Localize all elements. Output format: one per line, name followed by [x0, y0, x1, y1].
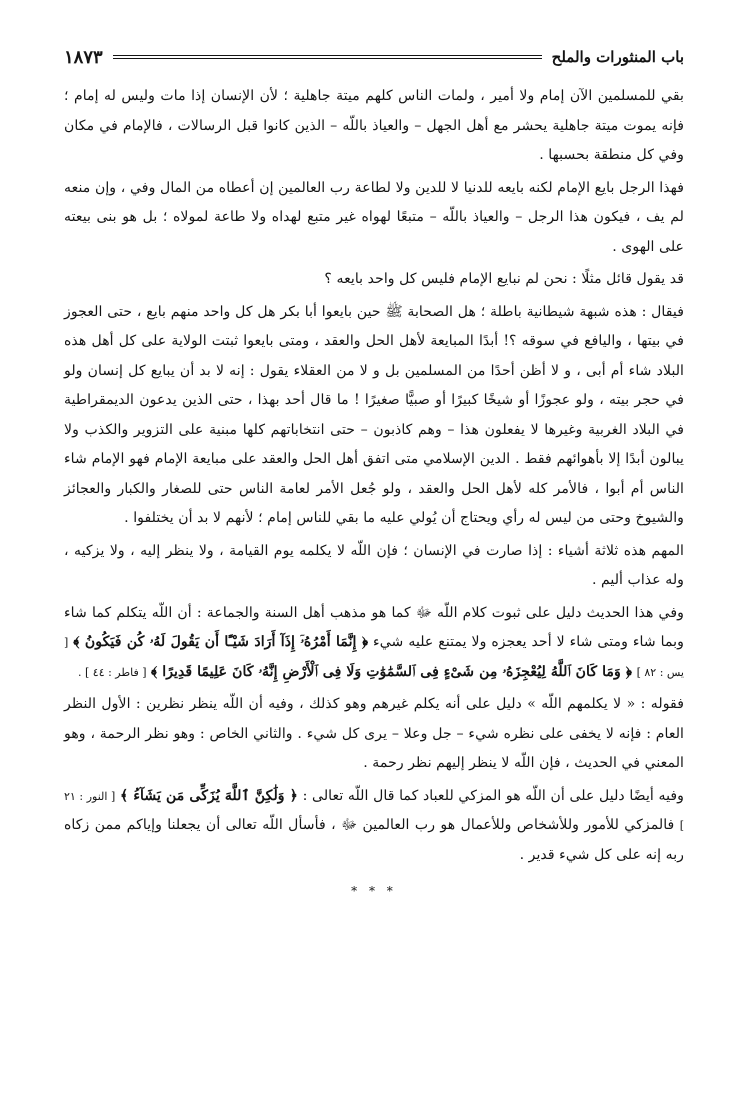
quran-ref-yasin: [ يس : ٨٢ ] — [64, 636, 684, 679]
paragraph-8 — [64, 782, 684, 871]
paragraph-3: قد يقول قائل مثلًا : نحن لم نبايع الإمام فليس كل واحد بايعه ؟ — [324, 271, 684, 287]
chapter-title: باب المنثورات والملح — [551, 48, 684, 66]
quran-ref-fatir: [ فاطر : ٤٤ ] . — [78, 665, 147, 679]
paragraph-1: بقي للمسلمين الآن إمام ولا أمير ، ولمات الناس كلهم ميتة جاهلية ؛ لأن الإنسان إذا مات وليس له إمام ؛ فإنه يموت ميتة جاهلية يحشر مع أهل الجهل – والعياذ باللّه – الذين كانوا قبل الرسالات ، فالإمام في مكان وفي كل منطقة بحسبها . — [64, 88, 684, 163]
paragraph-6 — [64, 599, 684, 688]
quran-ref-nur: [ النور : ٢١ ] — [64, 789, 684, 832]
paragraph-7: فقوله : « لا يكلمهم اللّه » دليل على أنه يكلم غيرهم وهو كذلك ، وفيه أن اللّه ينظر نظرين : الأول النظر العام : فإنه لا يخفى على نظره شيء – جل وعلا – يرى كل شيء . والثاني الخاص : وهو نظر الرحمة ، وهو المعني في الحديث ، فإن اللّه لا ينظر إليهم نظر رحمة . — [64, 696, 684, 771]
book-page — [64, 44, 684, 898]
page-header — [64, 44, 684, 70]
paragraph-4: فيقال : هذه شبهة شيطانية باطلة ؛ هل الصحابة ﷺ حين بايعوا أبا بكر هل كل واحد منهم بايع ، حتى العجوز في بيتها ، واليافع في سوقه ؟! أبدًا المبايعة لأهل الحل والعقد ، ومتى بايعوا ثبتت الولاية على كل أهل هذه البلاد شاء أم أبى ، و لا أظن أحدًا من المسلمين بل و لا من العقلاء يقول : إنه لا بد أن يبايع كل إنسان ولو في حجر بيته ، ولو عجوزًا أو شيخًا كبيرًا أو صبيًّا صغيرًا ! ما قال أحد بهذا ، حتى الذين يدعون الديمقراطية في البلاد الغربية وغيرها لا يفعلون هذا – وهم كاذبون – حتى انتخاباتهم كلها مبنية على التزوير والكذب ولا يبالون أبدًا إلا بأهوائهم فقط . الدين الإسلامي متى اتفق أهل الحل والعقد على مبايعة الإمام فهو الإمام شاء الناس أم أبوا ، فالأمر كله لأهل الحل والعقد ، ولو جُعل الأمر لعامة الناس حتى للصغار والكبار والعجائز والشيوخ وحتى من ليس له رأي ويحتاج أن يُولي عليه ما بقي للناس إمام ؛ لأنهم لا بد أن يختلفوا . — [64, 303, 684, 526]
paragraph-2: فهذا الرجل بايع الإمام لكنه بايعه للدنيا لا للدين ولا لطاعة رب العالمين إن أعطاه من المال وفي ، وإن منعه لم يف ، فيكون هذا الرجل – والعياذ باللّه – متبعًا لهواه غير متبع لهداه ولا طاعة لمولاه ؛ بل هو بنى بيعته على الهوى . — [64, 179, 684, 255]
header-rule — [113, 55, 542, 59]
section-end-marker: * * * — [351, 884, 397, 898]
paragraph-5: المهم هذه ثلاثة أشياء : إذا صارت في الإنسان ؛ فإن اللّه لا يكلمه يوم القيامة ، ولا ينظر إليه ، ولا يزكيه ، وله عذاب أليم . — [64, 542, 684, 588]
paragraph-8-text: وفيه أيضًا دليل على أن اللّه هو المزكي للعباد كما قال اللّه تعالى : — [302, 787, 684, 804]
paragraph-6-text: وفي هذا الحديث دليل على ثبوت كلام اللّه ﷻ كما هو مذهب أهل السنة والجماعة : أن اللّه يتكلم كما شاء وبما شاء ومتى شاء لا أحد يعجزه ولا يمتنع عليه شيء — [64, 604, 684, 650]
quran-verse-fatir: ﴿ وَمَا كَانَ ٱللَّهُ لِيُعْجِزَهُۥ مِن شَىْءٍ فِى ٱلسَّمَٰوَٰتِ وَلَا فِى ٱلْأَرْضِ إِنَّهُۥ كَانَ عَلِيمًا قَدِيرًا ﴾ — [151, 663, 633, 680]
quran-verse-yasin: ﴿ إِنَّمَا أَمْرُهُۥٓ إِذَآ أَرَادَ شَيْـًٔا أَن يَقُولَ لَهُۥ كُن فَيَكُونُ ﴾ — [73, 634, 369, 650]
page-number: ١٨٧٣ — [64, 46, 103, 68]
paragraph-8-text-continued: فالمزكي للأمور وللأشخاص وللأعمال هو رب العالمين ﷻ ، فأسأل اللّه تعالى أن يجعلنا وإياكم ممن زكاه ربه إنه على كل شيء قدير . — [64, 817, 684, 863]
quran-verse-nur: ﴿ وَلَٰكِنَّ ٱللَّهَ يُزَكِّى مَن يَشَآءُ ﴾ — [119, 787, 298, 804]
